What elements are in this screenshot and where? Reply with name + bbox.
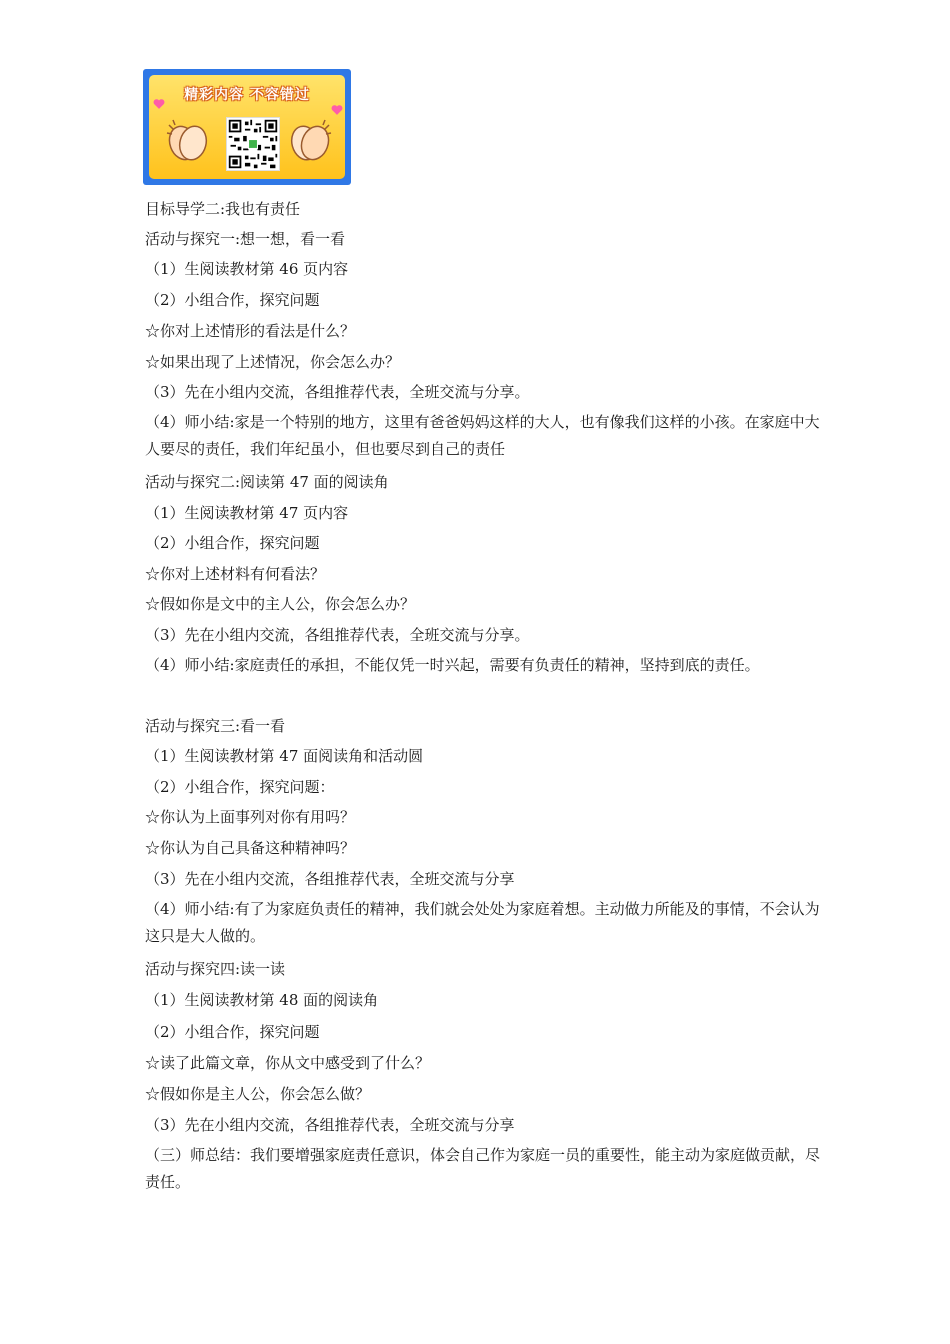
step-item: （3）先在小组内交流，各组推荐代表，全班交流与分享 bbox=[145, 1116, 515, 1134]
clapping-hands-icon bbox=[285, 115, 335, 165]
banner-background bbox=[149, 75, 345, 179]
question-item: ☆读了此篇文章，你从文中感受到了什么？ bbox=[145, 1054, 431, 1072]
question-item: ☆你认为自己具备这种精神吗？ bbox=[145, 839, 356, 857]
step-item: （2）小组合作，探究问题： bbox=[145, 778, 335, 796]
final-summary-paragraph: （三）师总结：我们要增强家庭责任意识，体会自己作为家庭一员的重要性，能主动为家庭做贡献，尽责任。 bbox=[145, 1146, 821, 1191]
step-item: （2）小组合作，探究问题 bbox=[145, 291, 320, 309]
clapping-hands-icon bbox=[163, 115, 213, 165]
summary-paragraph: （4）师小结:家是一个特别的地方，这里有爸爸妈妈这样的大人，也有像我们这样的小孩。在家庭中大人要尽的责任，我们年纪虽小，但也要尽到自己的责任 bbox=[145, 413, 820, 458]
question-item: ☆如果出现了上述情况，你会怎么办？ bbox=[145, 353, 401, 371]
activity-two-title: 活动与探究二:阅读第 47 面的阅读角 bbox=[145, 473, 389, 491]
promo-banner[interactable] bbox=[143, 69, 351, 185]
step-item: （1）生阅读教材第 48 面的阅读角 bbox=[145, 991, 379, 1009]
heart-icon bbox=[152, 97, 166, 111]
question-item: ☆你认为上面事列对你有用吗？ bbox=[145, 808, 356, 826]
step-item: （2）小组合作，探究问题 bbox=[145, 534, 320, 552]
step-item: （1）生阅读教材第 46 页内容 bbox=[145, 260, 349, 278]
qr-code-icon[interactable] bbox=[226, 117, 280, 171]
step-item: （3）先在小组内交流，各组推荐代表，全班交流与分享 bbox=[145, 870, 515, 888]
step-item: （1）生阅读教材第 47 页内容 bbox=[145, 504, 349, 522]
summary-paragraph: （4）师小结:家庭责任的承担，不能仅凭一时兴起，需要有负责任的精神，坚持到底的责任。 bbox=[145, 656, 760, 674]
summary-paragraph: （4）师小结:有了为家庭负责任的精神，我们就会处处为家庭着想。主动做力所能及的事情，不会认为这只是大人做的。 bbox=[145, 900, 820, 945]
step-item: （3）先在小组内交流，各组推荐代表，全班交流与分享。 bbox=[145, 383, 530, 401]
banner-title: 精彩内容 不容错过 bbox=[184, 87, 310, 103]
step-item: （3）先在小组内交流，各组推荐代表，全班交流与分享。 bbox=[145, 626, 530, 644]
question-item: ☆你对上述情形的看法是什么？ bbox=[145, 322, 356, 340]
step-item: （2）小组合作，探究问题 bbox=[145, 1023, 320, 1041]
step-item: （1）生阅读教材第 47 面阅读角和活动圆 bbox=[145, 747, 424, 765]
heading-goal-two: 目标导学二:我也有责任 bbox=[145, 200, 301, 218]
activity-three-title: 活动与探究三:看一看 bbox=[145, 717, 286, 735]
question-item: ☆假如你是文中的主人公，你会怎么办？ bbox=[145, 595, 416, 613]
question-item: ☆你对上述材料有何看法？ bbox=[145, 565, 326, 583]
activity-four-title: 活动与探究四:读一读 bbox=[145, 960, 286, 978]
activity-one-title: 活动与探究一:想一想，看一看 bbox=[145, 230, 346, 248]
question-item: ☆假如你是主人公，你会怎么做？ bbox=[145, 1085, 371, 1103]
